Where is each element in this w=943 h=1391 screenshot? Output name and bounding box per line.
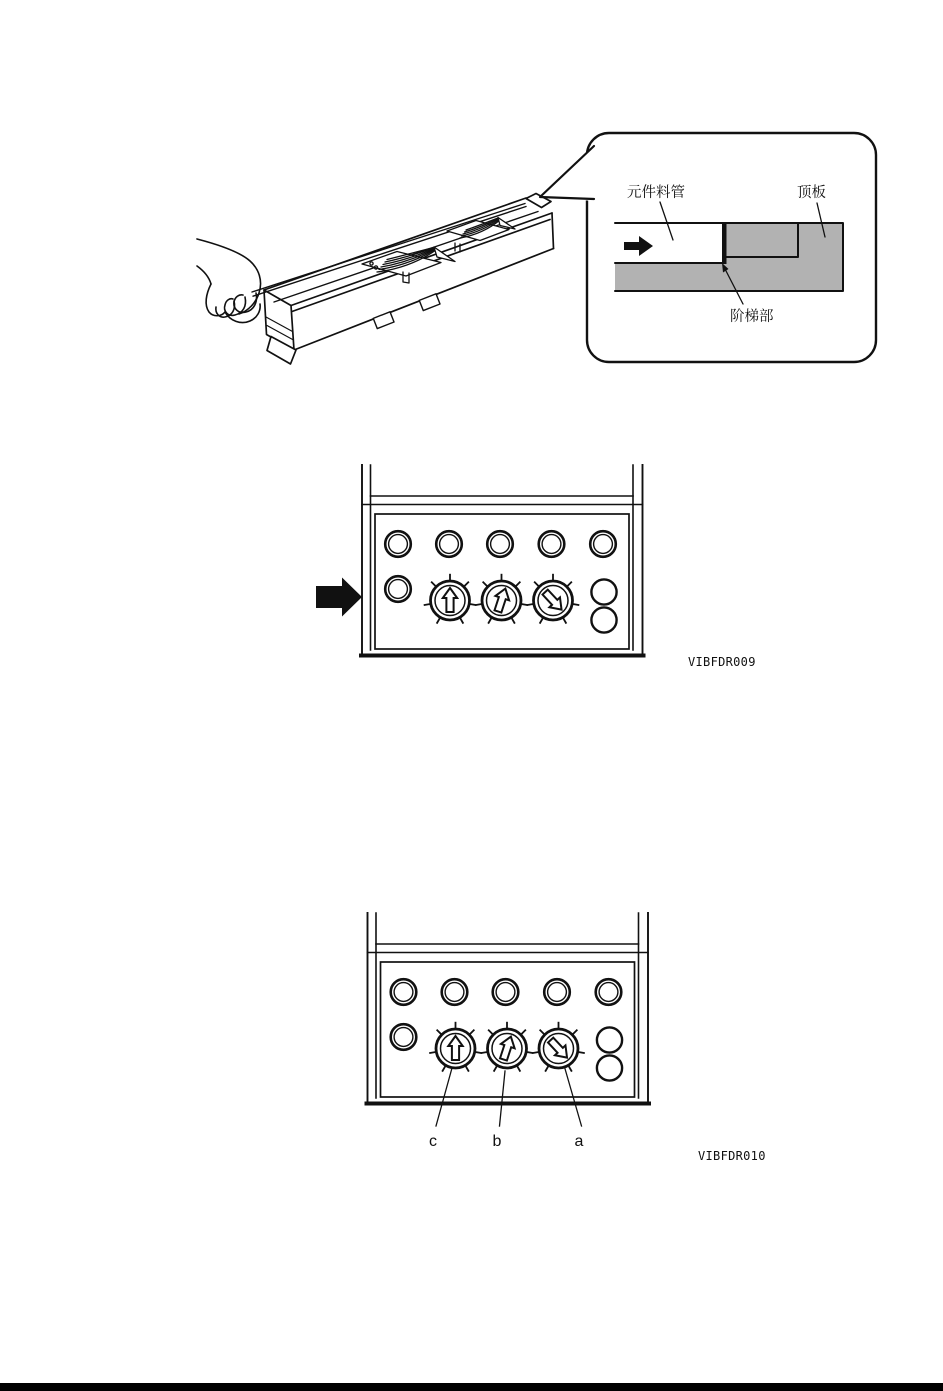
panel-button <box>493 979 519 1005</box>
knob-arrow-up-right <box>491 586 512 613</box>
figure-code-label: VIBFDR009 <box>688 655 756 669</box>
panel-button-row-top <box>385 531 616 557</box>
knob-label-b: b <box>492 1133 502 1150</box>
panel-figure-vibfdr010 <box>300 905 800 1170</box>
panel-button <box>590 531 616 557</box>
tube-end-stop <box>722 222 727 264</box>
location-pointer-arrow <box>316 578 362 617</box>
top-plate-label: 顶板 <box>797 185 826 201</box>
panel-round-opening <box>597 1055 622 1080</box>
leader-knob-b <box>500 1071 506 1126</box>
panel-button <box>385 531 411 557</box>
hand-illustration <box>197 239 261 323</box>
top-plate-step-recess <box>724 223 798 257</box>
knob-arrow-down-right <box>540 587 567 614</box>
panel-round-opening <box>591 607 616 632</box>
panel-button-row-top <box>391 979 622 1005</box>
panel-button-lower-left <box>385 576 411 602</box>
feeder-insertion-figure <box>150 115 890 385</box>
panel-button <box>391 979 417 1005</box>
panel-button <box>442 979 468 1005</box>
panel-button <box>436 531 462 557</box>
adjustment-knob-b <box>482 1023 533 1071</box>
stick-feeder-illustration <box>197 194 554 365</box>
knob-arrow-up <box>443 588 457 612</box>
panel-round-opening <box>591 579 616 604</box>
panel-button <box>596 979 622 1005</box>
knob-arrow-up-right <box>497 1034 518 1061</box>
page-footer-rule <box>0 1383 943 1391</box>
adjustment-knob-left <box>425 575 476 623</box>
panel-button <box>539 531 565 557</box>
panel-button <box>487 531 513 557</box>
feeder-bank-panel <box>361 465 644 656</box>
knob-label-a: a <box>574 1133 584 1150</box>
adjustment-knob-c <box>430 1023 481 1071</box>
feeder-back-top-edge <box>264 198 526 290</box>
feeder-bank-panel <box>367 913 650 1104</box>
component-tube-label: 元件料管 <box>627 185 685 201</box>
feeder-notch <box>419 294 440 311</box>
feeder-notch <box>373 312 394 329</box>
adjustment-knob-middle <box>476 575 527 623</box>
panel-button <box>544 979 570 1005</box>
knob-label-c: c <box>429 1133 437 1150</box>
panel-round-opening <box>597 1027 622 1052</box>
figure-code-label: VIBFDR010 <box>698 1149 766 1163</box>
panel-figure-vibfdr009 <box>300 455 800 680</box>
adjustment-knob-right <box>528 575 579 623</box>
knob-arrow-down-right <box>545 1035 572 1062</box>
panel-button-lower-left <box>391 1024 417 1050</box>
feeder-right-end-edge <box>552 213 554 249</box>
knob-arrow-up <box>448 1036 462 1060</box>
adjustment-knob-a <box>533 1023 584 1071</box>
step-label: 阶梯部 <box>730 309 774 325</box>
